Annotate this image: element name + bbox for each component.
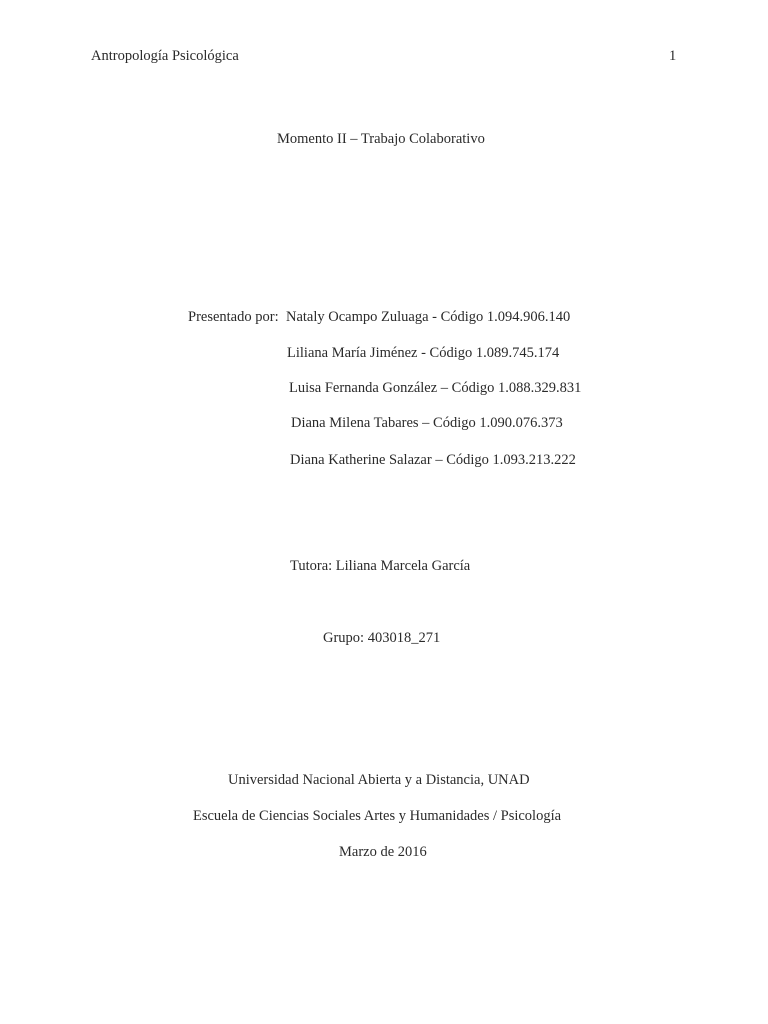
school-name: Escuela de Ciencias Sociales Artes y Humanidades / Psicología bbox=[193, 808, 562, 824]
group-line: Grupo: 403018_271 bbox=[323, 630, 441, 646]
author-line: Liliana María Jiménez - Código 1.089.745.174 bbox=[287, 345, 560, 361]
document-title: Momento II – Trabajo Colaborativo bbox=[277, 131, 485, 147]
author-line: Diana Milena Tabares – Código 1.090.076.373 bbox=[291, 415, 563, 431]
author-line: Luisa Fernanda González – Código 1.088.329.831 bbox=[289, 380, 582, 396]
university-name: Universidad Nacional Abierta y a Distancia, UNAD bbox=[228, 772, 530, 788]
running-head: Antropología Psicológica bbox=[91, 48, 239, 64]
presented-by-label: Presentado por: bbox=[188, 309, 279, 325]
author-line: Nataly Ocampo Zuluaga - Código 1.094.906.140 bbox=[286, 309, 571, 325]
author-line: Diana Katherine Salazar – Código 1.093.213.222 bbox=[290, 452, 576, 468]
date-line: Marzo de 2016 bbox=[339, 844, 427, 860]
page-number: 1 bbox=[669, 48, 677, 64]
tutor-line: Tutora: Liliana Marcela García bbox=[290, 558, 471, 574]
